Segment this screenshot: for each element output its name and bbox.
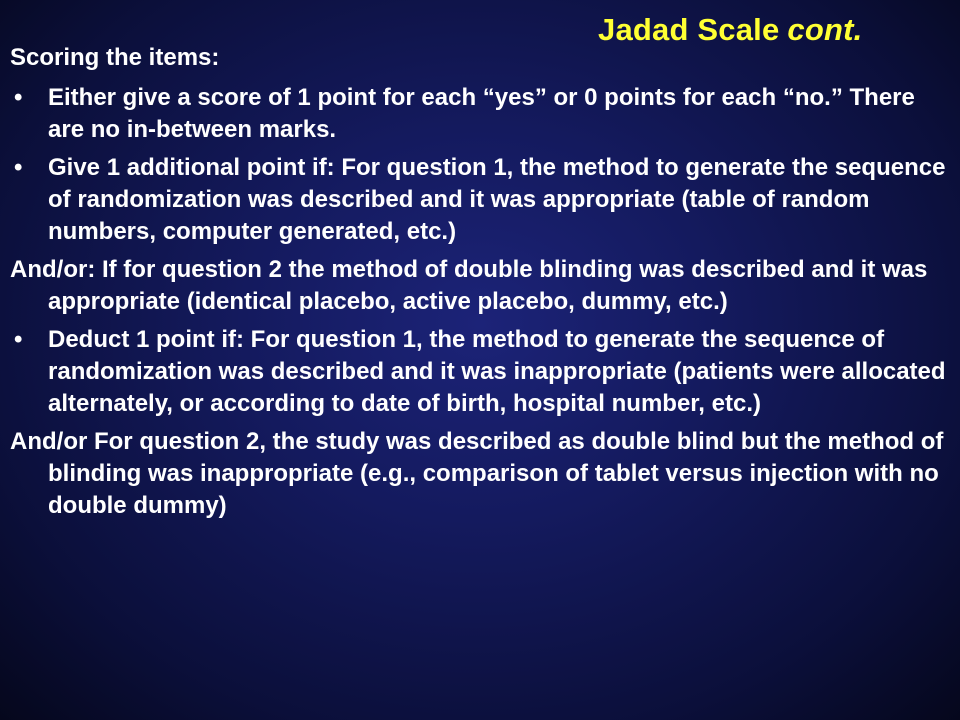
slide-body — [10, 42, 954, 528]
bullet-text-additional-point: Give 1 additional point if: For question 1, the method to generate the sequence of randomization was described and it was appropriate (table of random numbers, computer generated, etc.) — [48, 154, 946, 245]
bullet-item-score — [10, 82, 954, 146]
slide-title-italic: cont. — [787, 12, 863, 47]
andor-blinding-inappropriate: And/or For question 2, the study was described as double blind but the method of blinding was inappropriate (e.g., comparison of tablet versus injection with no double dummy) — [10, 428, 944, 519]
bullet-item-deduct-point — [10, 324, 954, 420]
bullet-text-score: Either give a score of 1 point for each “yes” or 0 points for each “no.” There are no in-between marks. — [48, 84, 915, 143]
andor-blinding-appropriate: And/or: If for question 2 the method of double blinding was described and it was appropriate (identical placebo, active placebo, dummy, etc.) — [10, 256, 928, 315]
bullet-icon: • — [14, 326, 23, 353]
bullet-text-deduct-point: Deduct 1 point if: For question 1, the method to generate the sequence of randomization was described and it was inappropriate (patients were allocated alternately, or according to date of birth, hospital number, etc.) — [48, 326, 946, 417]
section-heading: Scoring the items: — [10, 44, 220, 71]
bullet-icon: • — [14, 84, 23, 111]
bullet-item-additional-point — [10, 152, 954, 248]
slide-title-main: Jadad Scale — [598, 12, 780, 47]
bullet-icon: • — [14, 154, 23, 181]
